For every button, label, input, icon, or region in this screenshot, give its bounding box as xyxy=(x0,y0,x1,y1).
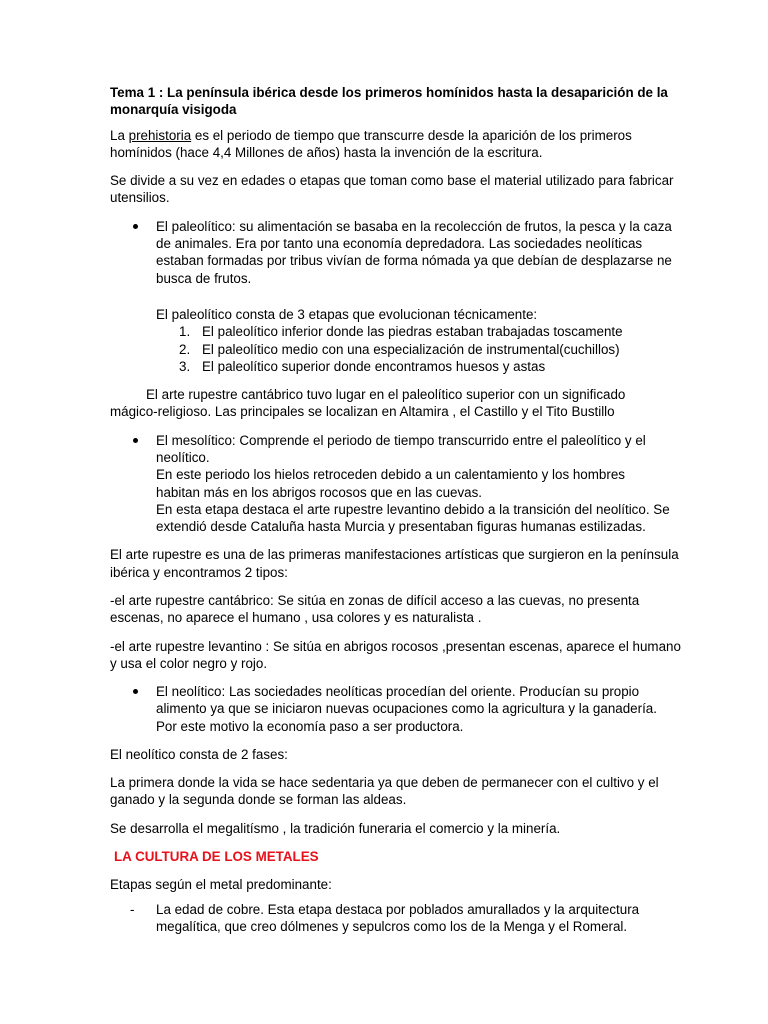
paragraph-levantino-type-line-1: -el arte rupestre levantino : Se sitúa en abrigos rocosos ,presentan escenas, aparece el humano xyxy=(110,639,681,654)
bullet-mesolitico-line-2: neolítico. xyxy=(156,450,210,465)
bullet-mesolitico-line-4: habitan más en los abrigos rocosos que en las cuevas. xyxy=(156,485,483,500)
document-title-line-2: monarquía visigoda xyxy=(110,102,237,117)
paragraph-levantino-type-line-2: y usa el color negro y rojo. xyxy=(110,656,268,671)
paragraph-cantabrico-type-line-2: escenas, no aparece el humano , usa colores y es naturalista . xyxy=(110,610,482,625)
paleolitico-stages-intro: El paleolítico consta de 3 etapas que evolucionan técnicamente: xyxy=(156,307,538,322)
paragraph-prehistory-line-2: homínidos (hace 4,4 Millones de años) hasta la invención de la escritura. xyxy=(110,145,543,160)
dash-item-cobre-line-1: La edad de cobre. Esta etapa destaca por poblados amurallados y la arquitectura xyxy=(156,902,640,917)
paragraph-cantabrico-line-2: mágico-religioso. Las principales se localizan en Altamira , el Castillo y el Tito Bustillo xyxy=(110,404,615,419)
bullet-mesolitico-line-6: extendió desde Cataluña hasta Murcia y presentaban figuras humanas estilizadas. xyxy=(156,519,646,534)
paragraph-etapas-metal: Etapas según el metal predominante: xyxy=(110,877,332,892)
bullet-icon xyxy=(133,224,138,229)
document-title-line-1: Tema 1 : La península ibérica desde los primeros homínidos hasta la desaparición de la xyxy=(110,85,668,100)
paragraph-fases-detail-line-1: La primera donde la vida se hace sedentaria ya que deben de permanecer con el cultivo y el xyxy=(110,775,659,790)
prehistoria-link[interactable]: prehistoria xyxy=(128,128,192,143)
bullet-neolitico-line-3: Por este motivo la economía paso a ser productora. xyxy=(156,719,464,734)
paragraph-cantabrico-type-line-1: -el arte rupestre cantábrico: Se sitúa en zonas de difícil acceso a las cuevas, no presenta xyxy=(110,593,640,608)
paragraph-arte-rupestre-line-2: ibérica y encontramos 2 tipos: xyxy=(110,565,288,580)
bullet-neolitico-line-2: alimento ya que se iniciaron nuevas ocupaciones como la agricultura y la ganadería. xyxy=(156,701,657,716)
paragraph-fases-detail-line-2: ganado y la segunda donde se forman las aldeas. xyxy=(110,792,407,807)
bullet-neolitico-line-1: El neolítico: Las sociedades neolíticas procedían del oriente. Producían su propio xyxy=(156,684,640,699)
bullet-mesolitico-line-3: En este periodo los hielos retroceden debido a un calentamiento y los hombres xyxy=(156,467,625,482)
bullet-paleolitico-line-3: estaban formadas por tribus vivían de forma nómada ya que debían de desplazarse ne xyxy=(156,253,672,268)
paragraph-cantabrico-line-1: El arte rupestre cantábrico tuvo lugar en el paleolítico superior con un significado xyxy=(146,387,626,402)
section-heading-metales: LA CULTURA DE LOS METALES xyxy=(114,849,319,864)
paragraph-prehistory: La prehistoria es el periodo de tiempo que transcurre desde la aparición de los primeros xyxy=(110,128,632,143)
paragraph-divide-line-2: utensilios. xyxy=(110,190,170,205)
bullet-icon xyxy=(133,689,138,694)
paragraph-neolitico-fases: El neolítico consta de 2 fases: xyxy=(110,747,288,762)
bullet-mesolitico-line-5: En esta etapa destaca el arte rupestre levantino debido a la transición del neolítico. Se xyxy=(156,502,670,517)
bullet-paleolitico-line-1: El paleolítico: su alimentación se basaba en la recolección de frutos, la pesca y la caza xyxy=(156,219,672,234)
dash-marker: - xyxy=(130,902,135,917)
paragraph-divide-line-1: Se divide a su vez en edades o etapas que toman como base el material utilizado para fabricar xyxy=(110,173,674,188)
bullet-paleolitico-line-4: busca de frutos. xyxy=(156,271,252,286)
dash-item-cobre-line-2: megalítica, que creo dólmenes y sepulcros como los de la Menga y el Romeral. xyxy=(156,919,628,934)
bullet-icon xyxy=(133,438,138,443)
paragraph-arte-rupestre-line-1: El arte rupestre es una de las primeras manifestaciones artísticas que surgieron en la península xyxy=(110,547,679,562)
paragraph-megalitismo: Se desarrolla el megalitísmo , la tradición funeraria el comercio y la minería. xyxy=(110,821,561,836)
bullet-paleolitico-line-2: de animales. Era por tanto una economía depredadora. Las sociedades neolíticas xyxy=(156,236,643,251)
bullet-mesolitico-line-1: El mesolítico: Comprende el periodo de tiempo transcurrido entre el paleolítico y el xyxy=(156,433,646,448)
